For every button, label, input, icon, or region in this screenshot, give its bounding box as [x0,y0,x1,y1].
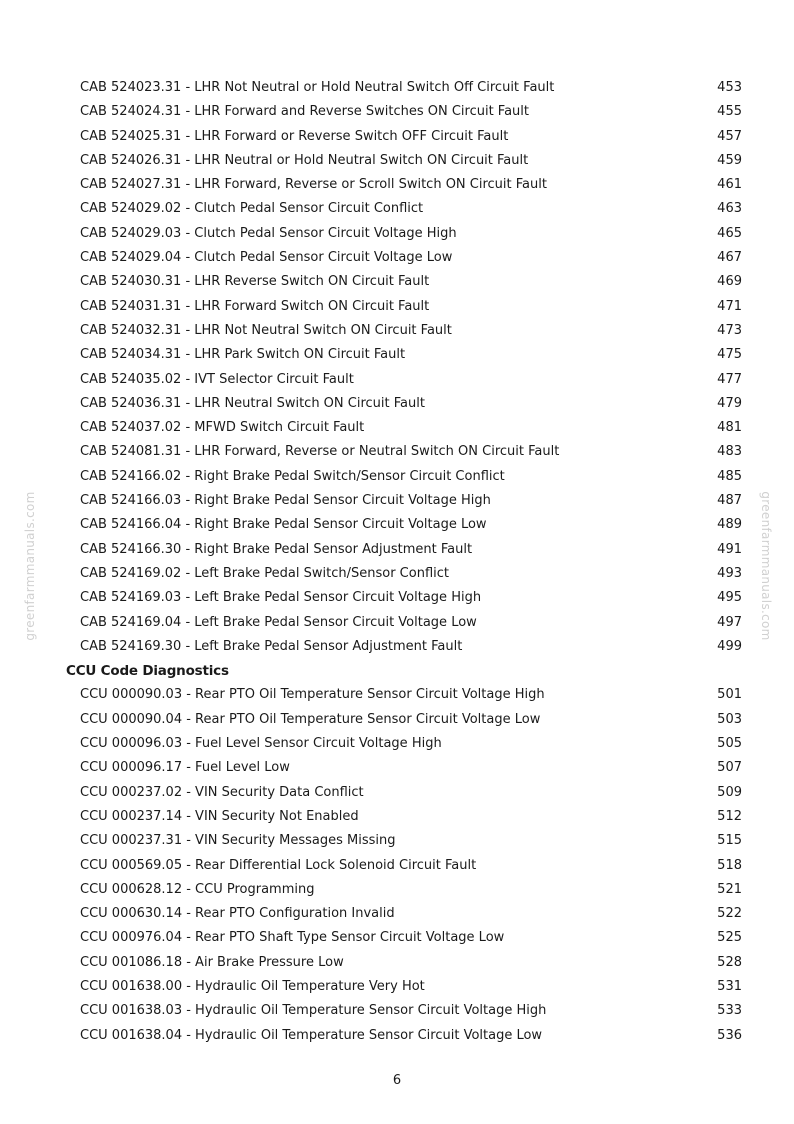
toc-entry-page: 493 [717,565,742,581]
toc-entry[interactable] [0,465,794,489]
toc-entry-title: CAB 524166.30 - Right Brake Pedal Sensor Adjustment Fault [80,541,473,557]
toc-entry-title: CAB 524166.04 - Right Brake Pedal Sensor Circuit Voltage Low [80,517,487,533]
toc-entry-page: 528 [717,954,742,970]
toc-entry[interactable] [0,975,794,999]
toc-entry-page: 471 [717,298,742,314]
toc-entry[interactable] [0,416,794,440]
toc-entry[interactable] [0,246,794,270]
toc-entry-title: CAB 524029.02 - Clutch Pedal Sensor Circuit Conflict [80,201,424,217]
toc-entry-page: 465 [717,225,742,241]
toc-entry-title: CAB 524037.02 - MFWD Switch Circuit Fault [80,420,365,436]
toc-entry[interactable] [0,489,794,513]
toc-entry-page: 536 [717,1027,742,1043]
toc-entry-page: 515 [717,833,742,849]
toc-entry-page: 518 [717,857,742,873]
toc-entry[interactable] [0,76,794,100]
toc-entry[interactable] [0,100,794,124]
toc-entry-page: 479 [717,395,742,411]
toc-entry-title: CCU 000630.14 - Rear PTO Configuration Invalid [80,906,395,922]
toc-entry-page: 457 [717,128,742,144]
watermark-right: greenfarmmanuals.com [759,491,773,641]
toc-entry[interactable] [0,562,794,586]
toc-entry[interactable] [0,368,794,392]
toc-entry-title: CCU 000628.12 - CCU Programming [80,881,315,897]
toc-entry-title: CAB 524169.30 - Left Brake Pedal Sensor Adjustment Fault [80,638,463,654]
toc-entry-title: CAB 524030.31 - LHR Reverse Switch ON Circuit Fault [80,274,430,290]
toc-entry-page: 453 [717,80,742,95]
toc-entry[interactable] [0,586,794,610]
toc-entry[interactable] [0,708,794,732]
toc-entry-page: 481 [717,420,742,436]
toc-entry[interactable] [0,926,794,950]
toc-entry-title: CCU 001638.04 - Hydraulic Oil Temperature Sensor Circuit Voltage Low [80,1027,543,1043]
toc-entry-page: 499 [717,638,742,654]
toc-entry-page: 522 [717,906,742,922]
toc-entry[interactable] [0,902,794,926]
toc-entry-title: CCU 000090.03 - Rear PTO Oil Temperature Sensor Circuit Voltage High [80,687,545,703]
toc-entry-page: 487 [717,493,742,509]
toc-entry[interactable] [0,270,794,294]
toc-entry-page: 507 [717,760,742,776]
toc-entry[interactable] [0,197,794,221]
toc-entry[interactable] [0,538,794,562]
toc-entry-title: CAB 524026.31 - LHR Neutral or Hold Neutral Switch ON Circuit Fault [80,152,529,168]
toc-entry-page: 503 [717,711,742,727]
toc-entry-title: CCU 000237.31 - VIN Security Messages Missing [80,833,396,849]
toc-entry-page: 533 [717,1003,742,1019]
toc-entry[interactable] [0,440,794,464]
toc-entry-title: CAB 524169.04 - Left Brake Pedal Sensor Circuit Voltage Low [80,614,477,630]
toc-entry-page: 505 [717,736,742,752]
toc-entry-page: 512 [717,808,742,824]
toc-entry-title: CAB 524031.31 - LHR Forward Switch ON Circuit Fault [80,298,430,314]
toc-entry-page: 483 [717,444,742,460]
table-of-contents [0,76,794,1048]
toc-entry-title: CCU 001638.00 - Hydraulic Oil Temperature Very Hot [80,978,425,994]
toc-entry[interactable] [0,635,794,659]
toc-entry[interactable] [0,343,794,367]
toc-entry-title: CAB 524166.02 - Right Brake Pedal Switch/Sensor Circuit Conflict [80,468,505,484]
toc-entry-title: CAB 524025.31 - LHR Forward or Reverse Switch OFF Circuit Fault [80,128,509,144]
toc-entry-title: CAB 524027.31 - LHR Forward, Reverse or Scroll Switch ON Circuit Fault [80,177,547,193]
toc-entry[interactable] [0,149,794,173]
toc-entry-title: CCU 001086.18 - Air Brake Pressure Low [80,954,344,970]
toc-entry[interactable] [0,1024,794,1048]
toc-entry-title: CAB 524169.02 - Left Brake Pedal Switch/Sensor Conflict [80,565,449,581]
toc-entry-title: CCU 001638.03 - Hydraulic Oil Temperature Sensor Circuit Voltage High [80,1003,547,1019]
toc-entry[interactable] [0,173,794,197]
toc-entry[interactable] [0,805,794,829]
toc-entry[interactable] [0,513,794,537]
toc-entry[interactable] [0,611,794,635]
toc-entry-page: 475 [717,347,742,363]
ccu-entry-list [0,683,794,1047]
toc-entry[interactable] [0,781,794,805]
toc-entry-page: 469 [717,274,742,290]
toc-entry-title: CAB 524034.31 - LHR Park Switch ON Circuit Fault [80,347,406,363]
toc-entry-page: 467 [717,250,742,266]
toc-entry-title: CCU 000090.04 - Rear PTO Oil Temperature Sensor Circuit Voltage Low [80,711,541,727]
toc-entry-title: CAB 524035.02 - IVT Selector Circuit Fault [80,371,354,387]
toc-entry-page: 489 [717,517,742,533]
toc-entry-page: 501 [717,687,742,703]
toc-entry-title: CAB 524029.04 - Clutch Pedal Sensor Circuit Voltage Low [80,250,453,266]
toc-entry[interactable] [0,319,794,343]
toc-entry-title: CAB 524166.03 - Right Brake Pedal Sensor Circuit Voltage High [80,493,491,509]
toc-entry-title: CAB 524023.31 - LHR Not Neutral or Hold Neutral Switch Off Circuit Fault [80,80,555,95]
toc-entry-title: CAB 524029.03 - Clutch Pedal Sensor Circuit Voltage High [80,225,457,241]
toc-entry[interactable] [0,951,794,975]
cab-entry-list [0,76,794,659]
toc-entry[interactable] [0,392,794,416]
watermark-left: greenfarmmanuals.com [23,491,37,641]
toc-entry-page: 521 [717,881,742,897]
section-heading-label: CCU Code Diagnostics [66,663,229,680]
toc-entry-title: CCU 000096.17 - Fuel Level Low [80,760,290,776]
toc-entry[interactable] [0,683,794,707]
toc-entry-title: CAB 524024.31 - LHR Forward and Reverse Switches ON Circuit Fault [80,104,529,120]
toc-entry[interactable] [0,999,794,1023]
toc-entry-title: CCU 000976.04 - Rear PTO Shaft Type Sensor Circuit Voltage Low [80,930,505,946]
toc-entry-page: 525 [717,930,742,946]
toc-entry[interactable] [0,878,794,902]
toc-entry-page: 473 [717,322,742,338]
toc-entry[interactable] [0,756,794,780]
toc-entry-title: CAB 524169.03 - Left Brake Pedal Sensor Circuit Voltage High [80,590,482,606]
toc-entry-page: 477 [717,371,742,387]
toc-entry-title: CCU 000569.05 - Rear Differential Lock Solenoid Circuit Fault [80,857,477,873]
toc-entry[interactable] [0,295,794,319]
toc-entry-page: 495 [717,590,742,606]
toc-entry-page: 509 [717,784,742,800]
toc-entry-page: 461 [717,177,742,193]
toc-entry-page: 491 [717,541,742,557]
toc-entry-title: CCU 000096.03 - Fuel Level Sensor Circuit Voltage High [80,736,442,752]
toc-entry-page: 485 [717,468,742,484]
toc-entry-page: 455 [717,104,742,120]
toc-entry[interactable] [0,829,794,853]
toc-entry-title: CCU 000237.14 - VIN Security Not Enabled [80,808,359,824]
toc-entry-page: 497 [717,614,742,630]
page-number: 6 [392,1073,402,1088]
toc-entry-page: 459 [717,152,742,168]
toc-entry-title: CAB 524032.31 - LHR Not Neutral Switch ON Circuit Fault [80,322,452,338]
toc-entry[interactable] [0,732,794,756]
toc-entry-page: 463 [717,201,742,217]
toc-entry-title: CAB 524081.31 - LHR Forward, Reverse or Neutral Switch ON Circuit Fault [80,444,560,460]
toc-entry-page: 531 [717,978,742,994]
toc-entry[interactable] [0,854,794,878]
toc-entry-title: CCU 000237.02 - VIN Security Data Conflict [80,784,364,800]
section-heading-ccu [0,659,794,683]
toc-entry-title: CAB 524036.31 - LHR Neutral Switch ON Circuit Fault [80,395,425,411]
toc-entry[interactable] [0,125,794,149]
toc-entry[interactable] [0,222,794,246]
